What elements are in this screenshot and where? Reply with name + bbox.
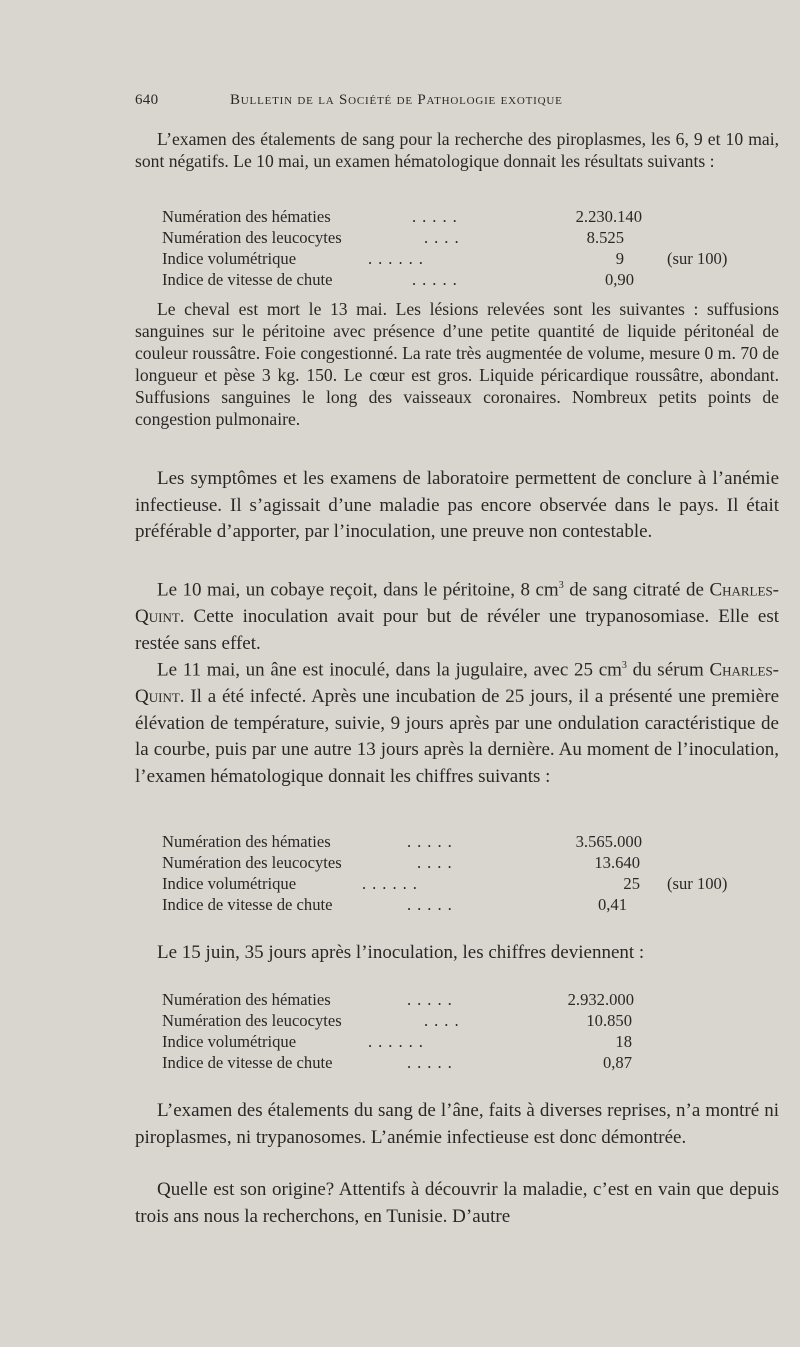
row-value: 2.932.000: [567, 990, 634, 1009]
hematology-table-1: [162, 207, 782, 291]
row-value: 3.565.000: [575, 832, 642, 851]
row-note: (sur 100): [667, 874, 728, 893]
row-dots: .....: [412, 207, 463, 226]
table-row: [162, 874, 782, 895]
row-dots: ....: [424, 228, 465, 247]
row-label: Numération des hématies: [162, 832, 331, 851]
row-label: Indice volumétrique: [162, 1032, 297, 1051]
hematology-table-2: [162, 832, 782, 916]
row-dots: ......: [362, 874, 423, 893]
row-value: 18: [615, 1032, 632, 1051]
row-dots: .....: [407, 895, 458, 914]
row-dots: ....: [417, 853, 458, 872]
row-dots: .....: [407, 832, 458, 851]
table-row: [162, 990, 782, 1011]
row-note: (sur 100): [667, 249, 728, 268]
paragraph-demonstrated: L’examen des étalements du sang de l’âne, faits à diverses reprises, n’a montré ni piroplasmes, ni trypanosomes. L’anémie infectieuse est donc démontrée.: [135, 1100, 779, 1148]
row-label: Indice de vitesse de chute: [162, 1053, 333, 1072]
row-value: 2.230.140: [575, 207, 642, 226]
table-row: [162, 1011, 782, 1032]
row-dots: .....: [412, 270, 463, 289]
running-title: Bulletin de la Société de Pathologie exotique: [230, 92, 563, 108]
row-dots: ....: [424, 1011, 465, 1030]
paragraph-piroplasm-exam: L’examen des étalements de sang pour la recherche des piroplasmes, les 6, 9 et 10 mai, sont négatifs. Le 10 mai, un examen hématologique donnait les résultats suivants :: [135, 129, 779, 171]
row-dots: ......: [368, 249, 429, 268]
row-value: 10.850: [586, 1011, 632, 1030]
page-number: 640: [135, 92, 159, 108]
row-label: Indice volumétrique: [162, 874, 297, 893]
table-row: [162, 270, 782, 291]
table-row: [162, 1032, 782, 1053]
paragraph-june: Le 15 juin, 35 jours après l’inoculation, les chiffres deviennent :: [157, 942, 645, 963]
horse-name: Charles-Quint: [135, 579, 779, 628]
row-value: 0,41: [597, 895, 627, 914]
row-label: Numération des hématies: [162, 990, 331, 1009]
table-row: [162, 853, 782, 874]
row-label: Numération des leucocytes: [162, 853, 342, 872]
paragraph-donkey: Le 11 mai, un âne est inoculé, dans la jugulaire, avec 25 $cm^3$ du sérum Charles-Quint. Il a été infecté. Après une incubation de 25 jours, il a présenté une première élévation de température, suivie, 9 jours après par une ondulation caractéristique de la courbe, puis par une autre 13 jours après la dernière. Au moment de l’inoculation, l’examen hématologique donnait les chiffres suivants :: [135, 659, 779, 788]
row-value: 13.640: [594, 853, 640, 872]
row-dots: .....: [407, 990, 458, 1009]
row-label: Numération des hématies: [162, 207, 331, 226]
table-row: [162, 1053, 782, 1074]
paragraph-origin: Quelle est son origine? Attentifs à découvrir la maladie, c’est en vain que depuis trois ans nous la recherchons, en Tunisie. D’autre: [135, 1179, 779, 1227]
row-dots: .....: [407, 1053, 458, 1072]
paragraph-guinea-pig: Le 10 mai, un cobaye reçoit, dans le péritoine, 8 $cm^3$ de sang citraté de Charles-Quint. Cette inoculation avait pour but de révéler une trypanosomiase. Elle est restée sans effet.: [135, 579, 779, 654]
hematology-table-3: [162, 990, 782, 1074]
row-label: Numération des leucocytes: [162, 228, 342, 247]
row-label: Numération des leucocytes: [162, 1011, 342, 1030]
row-value: 0,90: [604, 270, 634, 289]
row-dots: ......: [368, 1032, 429, 1051]
table-row: [162, 895, 782, 916]
row-label: Indice volumétrique: [162, 249, 297, 268]
paragraph-necropsy: Le cheval est mort le 13 mai. Les lésions relevées sont les suivantes : suffusions sanguines sur le péritoine avec présence d’une petite quantité de liquide péritonéal de couleur roussâtre. Foie congestionné. La rate très augmentée de volume, mesure 0 m. 70 de longueur et pèse 3 kg. 150. Le cœur est gros. Liquide péricardique roussâtre, abondant. Suffusions sanguines le long des vaisseaux coronaires. Nombreux petits points de congestion pulmonaire.: [135, 299, 779, 429]
row-label: Indice de vitesse de chute: [162, 895, 333, 914]
horse-name: Charles-Quint: [135, 659, 779, 708]
row-value: 25: [623, 874, 640, 893]
table-row: [162, 832, 782, 853]
table-row: [162, 228, 782, 249]
table-row: [162, 249, 782, 270]
table-row: [162, 207, 782, 228]
row-label: Indice de vitesse de chute: [162, 270, 333, 289]
paragraph-conclusion: Les symptômes et les examens de laboratoire permettent de conclure à l’anémie infectieuse. Il s’agissait d’une maladie pas encore observée dans le pays. Il était préférable d’apporter, par l’inoculation, une preuve non contestable.: [135, 468, 779, 543]
row-value: 0,87: [602, 1053, 632, 1072]
row-value: 9: [615, 249, 624, 268]
row-value: 8.525: [586, 228, 624, 247]
